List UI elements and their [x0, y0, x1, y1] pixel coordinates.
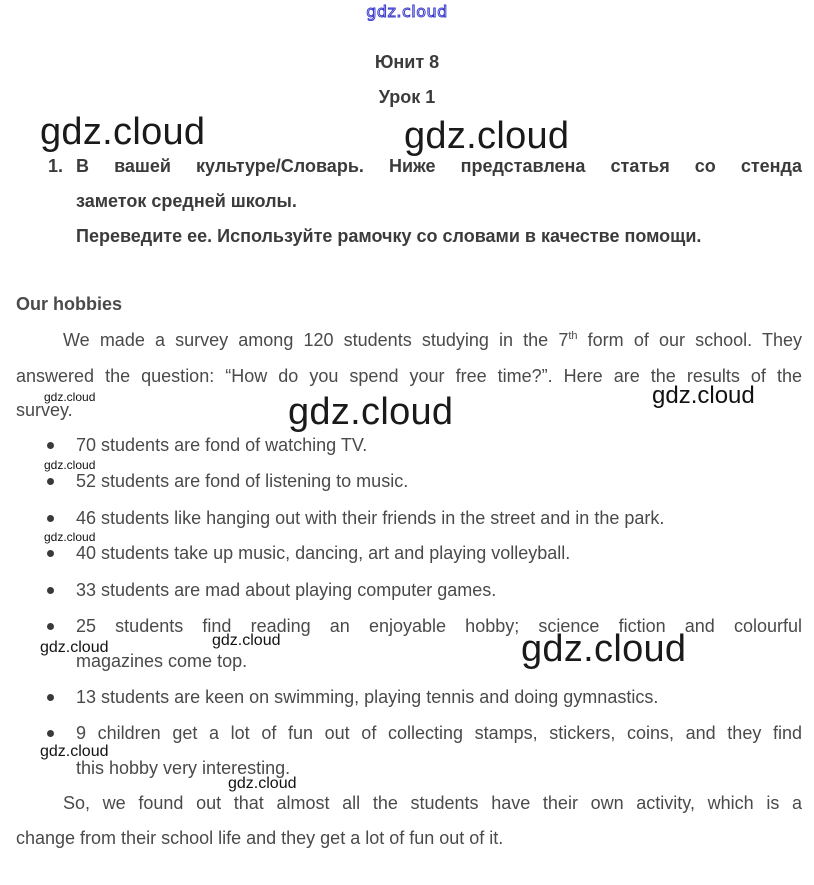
article-title: Our hobbies — [16, 294, 123, 314]
watermark: gdz.cloud — [288, 391, 454, 433]
watermark: gdz.cloud — [40, 639, 109, 656]
watermark: gdz.cloud — [40, 111, 206, 153]
list-item: 9 children get a lot of fun out of collecting stamps, stickers, coins, and they find — [76, 723, 802, 743]
unit-title: Юнит 8 — [374, 52, 440, 72]
bullet-dot — [47, 587, 54, 594]
task-line-1: В вашей культуре/Словарь. Ниже представлена статья со стенда — [76, 156, 802, 176]
watermark: gdz.cloud — [212, 632, 281, 649]
outro-line-2: change from their school life and they get a lot of fun out of it. — [16, 828, 504, 848]
list-item: 40 students take up music, dancing, art and playing volleyball. — [76, 543, 571, 563]
bullet-dot — [47, 623, 54, 630]
bullet-dot — [47, 515, 54, 522]
list-item-continuation: this hobby very interesting. — [76, 758, 291, 778]
watermark: gdz.cloud — [44, 390, 96, 404]
bullet-dot — [47, 730, 54, 737]
task-line-2: заметок средней школы. — [76, 191, 297, 211]
task-line-3: Переведите ее. Используйте рамочку со словами в качестве помощи. — [76, 226, 702, 246]
task-number: 1. — [48, 156, 64, 176]
watermark: gdz.cloud — [521, 628, 687, 670]
list-item-continuation: magazines come top. — [76, 651, 248, 671]
list-item: 52 students are fond of listening to music. — [76, 471, 409, 491]
watermark: gdz.cloud — [44, 458, 96, 472]
site-logo[interactable]: gdz.cloud — [366, 2, 448, 21]
list-item: 33 students are mad about playing computer games. — [76, 580, 497, 600]
outro-line-1: So, we found out that almost all the students have their own activity, which is a — [63, 793, 802, 813]
bullet-dot — [47, 478, 54, 485]
watermark: gdz.cloud — [228, 775, 297, 792]
watermark: gdz.cloud — [404, 115, 570, 157]
list-item: 70 students are fond of watching TV. — [76, 435, 368, 455]
intro-line-3: survey. — [16, 400, 73, 420]
bullet-dot — [47, 694, 54, 701]
watermark: gdz.cloud — [652, 382, 755, 409]
intro-line-1: We made a survey among 120 students studying in the 7th form of our school. They — [63, 330, 802, 350]
bullet-dot — [47, 550, 54, 557]
list-item: 46 students like hanging out with their friends in the street and in the park. — [76, 508, 665, 528]
list-item: 13 students are keen on swimming, playing tennis and doing gymnastics. — [76, 687, 659, 707]
watermark: gdz.cloud — [44, 530, 96, 544]
watermark: gdz.cloud — [40, 743, 109, 760]
bullet-dot — [47, 442, 54, 449]
intro-line-2: answered the question: “How do you spend your free time?”. Here are the results of the — [16, 366, 802, 386]
list-item: 25 students find reading an enjoyable hobby; science fiction and colourful — [76, 616, 802, 636]
lesson-title: Урок 1 — [378, 87, 436, 107]
